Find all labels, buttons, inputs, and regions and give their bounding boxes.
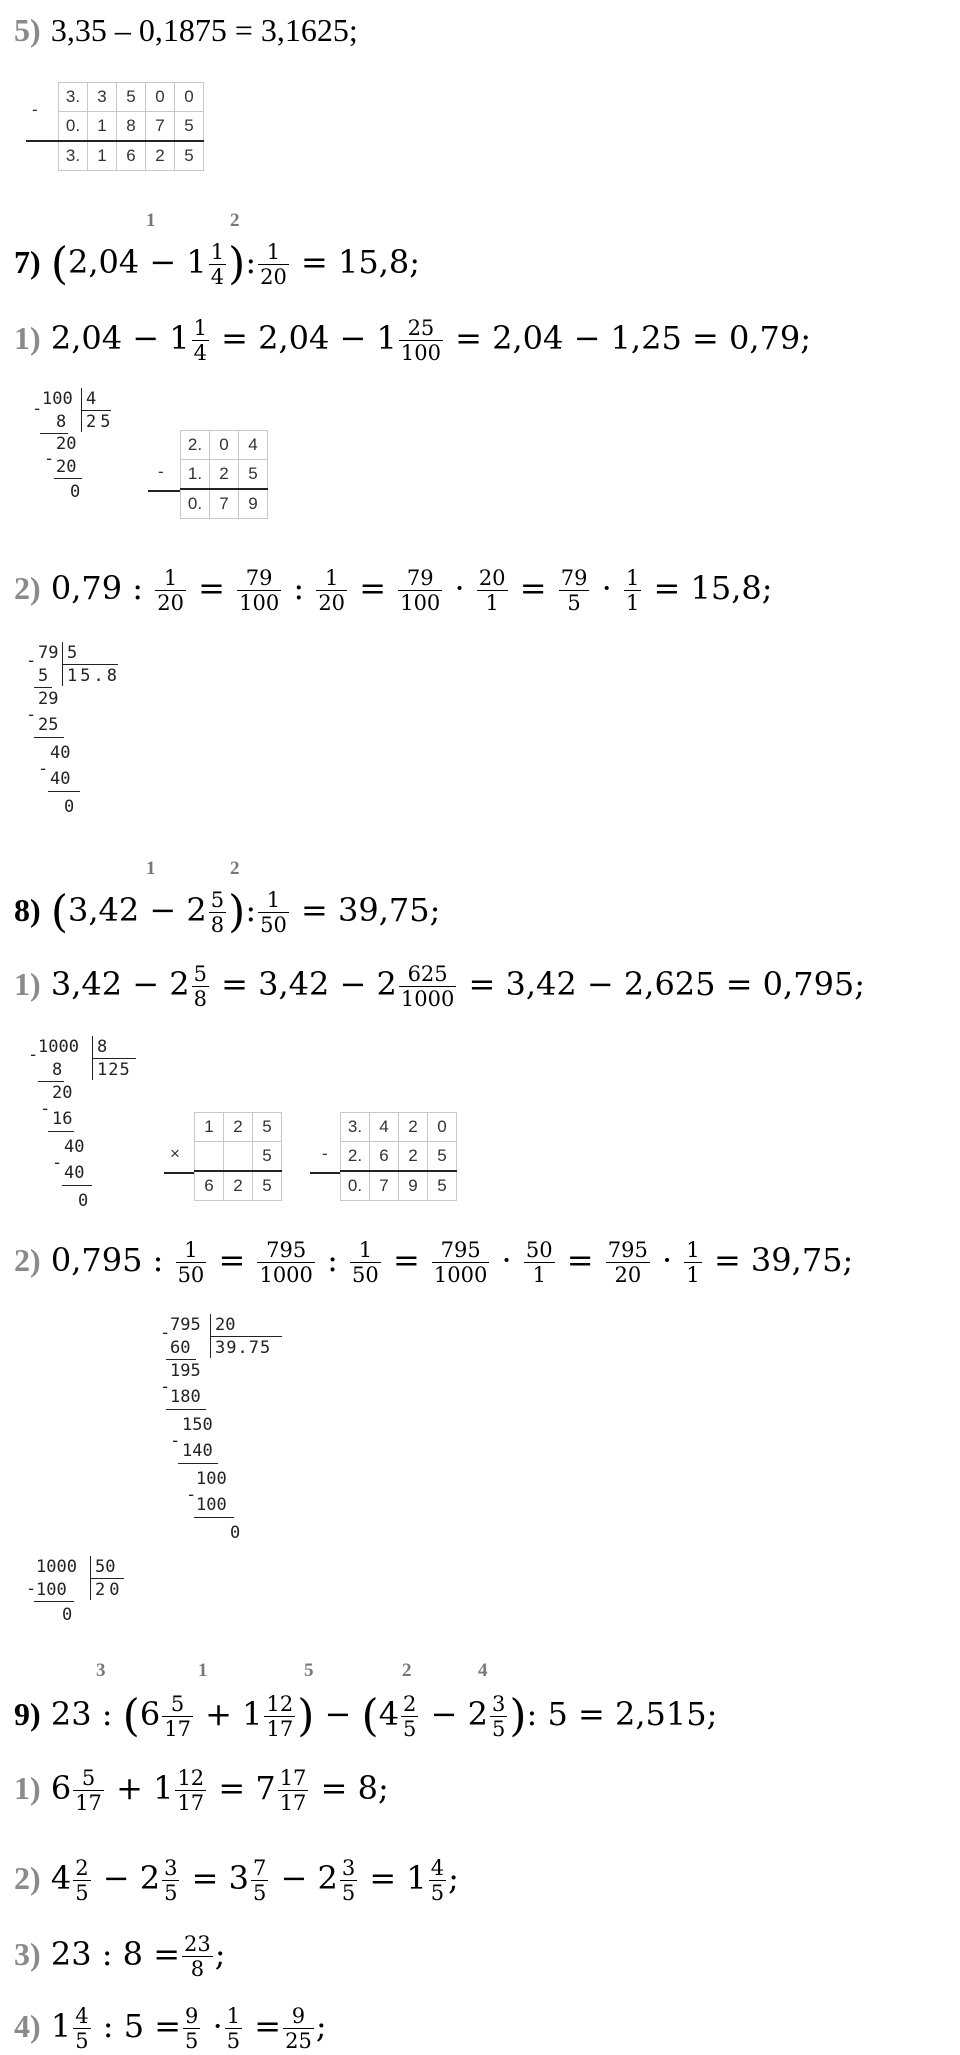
step-number: 1): [14, 966, 41, 1002]
step-number: 1): [14, 1770, 41, 1806]
step-7-1: 1) 2,04 − 1 $\frac{1}{4}$ = 2,04 − 1 $\frac{25}{100}$ = 2,04 − 1,25 = 0,79;: [14, 316, 811, 365]
order-mark: 3: [96, 1660, 106, 1681]
order-mark: 1: [198, 1660, 208, 1681]
step-number: 2): [14, 1860, 41, 1896]
order-mark: 2: [402, 1660, 412, 1681]
step-9-3: 3) 23 : 8 = $\frac{23}{8}$ ;: [14, 1932, 226, 1981]
subtraction-grid: 3. 4 2 0 2. 6 2 5 0. 7 9 5: [340, 1112, 457, 1201]
step-7-2: 2) 0,79 : $\frac{1}{20}$ = $\frac{79}{100}$ : $\frac{1}{20}$ = $\frac{79}{100}$ · $\frac{20}{1}$ = $\frac{79}{5}$ · $\frac{1}{1}$ = 15,8;: [14, 566, 773, 615]
order-mark: 2: [230, 858, 240, 879]
order-mark: 4: [478, 1660, 488, 1681]
subtraction-grid: 3. 3 5 0 0 0. 1 8 7 5 3. 1 6 2 5: [58, 82, 204, 171]
order-mark: 5: [304, 1660, 314, 1681]
step-9-2: 2) 4 $\frac{2}{5}$ − 2 $\frac{3}{5}$ = 3 $\frac{7}{5}$ − 2 $\frac{3}{5}$ = 1 $\frac{4}{5}$ ;: [14, 1856, 459, 1905]
order-mark: 1: [146, 858, 156, 879]
order-mark: 1: [146, 210, 156, 231]
problem-number: 9): [14, 1696, 41, 1732]
order-mark: 2: [230, 210, 240, 231]
step-number: 2): [14, 570, 41, 606]
problem-9-line: 9) 23 : (6 $\frac{5}{17}$ + 1 $\frac{12}{17}$ ) − (4 $\frac{2}{5}$ − 2 $\frac{3}{5}$ ): 5 = 2,515;: [14, 1690, 718, 1742]
step-9-1: 1) 6 $\frac{5}{17}$ + 1 $\frac{12}{17}$ = 7 $\frac{17}{17}$ = 8;: [14, 1766, 389, 1815]
minus-sign: -: [322, 1144, 328, 1163]
minus-sign: -: [158, 462, 164, 481]
problem-7-line: 7) (2,04 − 1 $\frac{1}{4}$ ): $\frac{1}{20}$ = 15,8;: [14, 238, 421, 290]
minus-sign: -: [32, 100, 38, 119]
step-number: 3): [14, 1936, 41, 1972]
step-number: 5): [14, 12, 41, 48]
step-9-4: 4) 1 $\frac{4}{5}$ : 5 = $\frac{9}{5}$ · $\frac{1}{5}$ = $\frac{9}{25}$ ;: [14, 2004, 327, 2053]
problem-number: 8): [14, 892, 41, 928]
multiply-sign: ×: [170, 1144, 180, 1163]
expression: 3,35 – 0,1875 = 3,1625;: [50, 12, 358, 48]
problem-5-line: [14, 10, 358, 50]
problem-number: 7): [14, 244, 41, 280]
step-8-2: 2) 0,795 : $\frac{1}{50}$ = $\frac{795}{1000}$ : $\frac{1}{50}$ = $\frac{795}{1000}$ · $\frac{50}{1}$ = $\frac{795}{20}$ · $\frac{1}{1}$ = 39,75;: [14, 1238, 854, 1287]
step-number: 4): [14, 2008, 41, 2044]
subtraction-grid: 2. 0 4 1. 2 5 0. 7 9: [180, 430, 268, 519]
problem-8-line: 8) (3,42 − 2 $\frac{5}{8}$ ): $\frac{1}{50}$ = 39,75;: [14, 886, 441, 938]
multiplication-grid: 1 2 5 5 6 2 5: [194, 1112, 282, 1201]
step-8-1: 1) 3,42 − 2 $\frac{5}{8}$ = 3,42 − 2 $\frac{625}{1000}$ = 3,42 − 2,625 = 0,795;: [14, 962, 866, 1011]
step-number: 2): [14, 1242, 41, 1278]
step-number: 1): [14, 320, 41, 356]
